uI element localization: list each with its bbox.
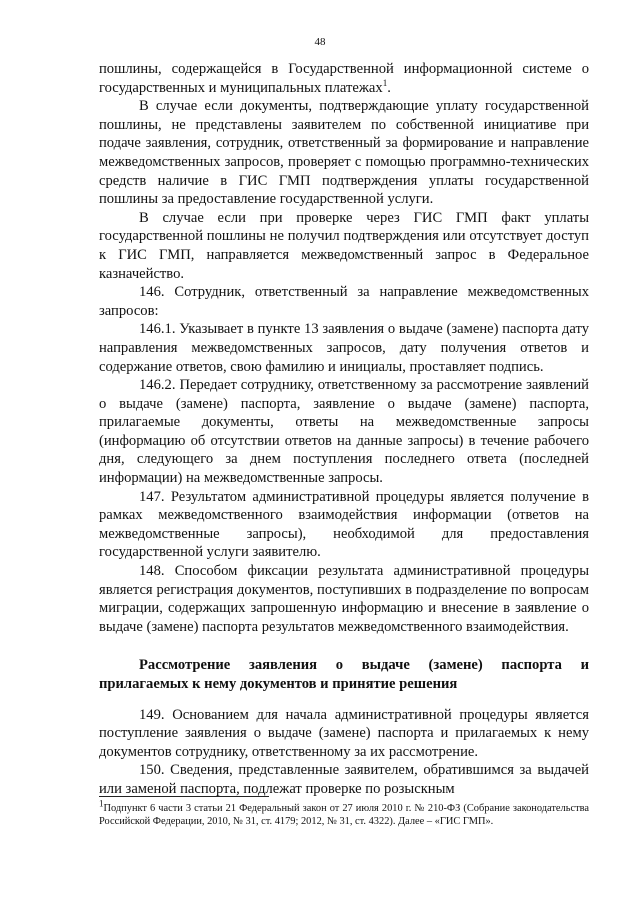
paragraph-item-150: 150. Сведения, представленные заявителем, обратившимся за выдачей или заменой паспорта, подлежат проверке по розыскным — [99, 762, 589, 797]
paragraph-item-146-1: 146.1. Указывает в пункте 13 заявления о выдаче (замене) паспорта дату направления межведомственных запросов, дату получения ответов и содержание ответов, свою фамилию и инициалы, проставляет подпись. — [99, 321, 589, 375]
section-heading: Рассмотрение заявления о выдаче (замене) паспорта и прилагаемых к нему документов и принятие решения — [99, 657, 589, 692]
paragraph-tail: . — [387, 79, 391, 96]
footnote-marker: 1 — [99, 798, 104, 809]
document-body — [99, 60, 589, 799]
paragraph: В случае если при проверке через ГИС ГМП факт уплаты государственной пошлины не получил подтверждения или отсутствует доступ к ГИС ГМП, направляется межведомственный запрос в Федеральное казначейство. — [99, 209, 589, 282]
page-number: 48 — [314, 36, 326, 48]
paragraph-item-146: 146. Сотрудник, ответственный за направление межведомственных запросов: — [99, 284, 589, 319]
footnote-text: Подпункт 6 части 3 статьи 21 Федеральный закон от 27 июля 2010 г. № 210-ФЗ (Собрание законодательства Российской Федерации, 2010, № 31, ст. 4179; 2012, № 31, ст. 4322). Далее – «ГИС ГМП». — [99, 803, 589, 828]
paragraph-item-147: 147. Результатом административной процедуры является получение в рамках межведомственного взаимодействия информации (ответов на межведомственные запросы), необходимой для предоставления государственной услуги заявителю. — [99, 488, 589, 561]
paragraph-continuation — [99, 60, 589, 97]
paragraph-item-149: 149. Основанием для начала административной процедуры является поступление заявления о выдаче (замене) паспорта и прилагаемых к нему документов сотруднику, ответственному за их рассмотрение. — [99, 706, 589, 760]
paragraph: В случае если документы, подтверждающие уплату государственной пошлины, не представлены заявителем по собственной инициативе при подаче заявления, сотрудник, ответственный за формирование и направление межведомственных запросов, проверяет с помощью программно-технических средств наличие в ГИС ГМП подтверждения уплаты государственной пошлины за предоставление государственной услуги. — [99, 98, 589, 208]
footnote-divider — [99, 796, 269, 797]
paragraph-item-148: 148. Способом фиксации результата административной процедуры является регистрация документов, поступивших в подразделение по вопросам миграции, содержащих запрошенную информацию и внесение в заявление о выдаче (замене) паспорта результатов межведомственного взаимодействия. — [99, 563, 589, 635]
footnote-marker: 1 — [382, 77, 388, 88]
paragraph-text: пошлины, содержащейся в Государственной информационной системе о государственных и муниципальных платежах — [99, 61, 589, 96]
paragraph-item-146-2: 146.2. Передает сотруднику, ответственному за рассмотрение заявлений о выдаче (замене) паспорта, заявление о выдаче (замене) паспорта, прилагаемые документы, ответы на межведомственные запросы (информацию об отсутствии ответов на данные запросы) в течение рабочего дня, следующего за днем поступления последнего ответа (последней информации) на межведомственные запросы. — [99, 377, 589, 487]
footnote — [99, 798, 589, 828]
